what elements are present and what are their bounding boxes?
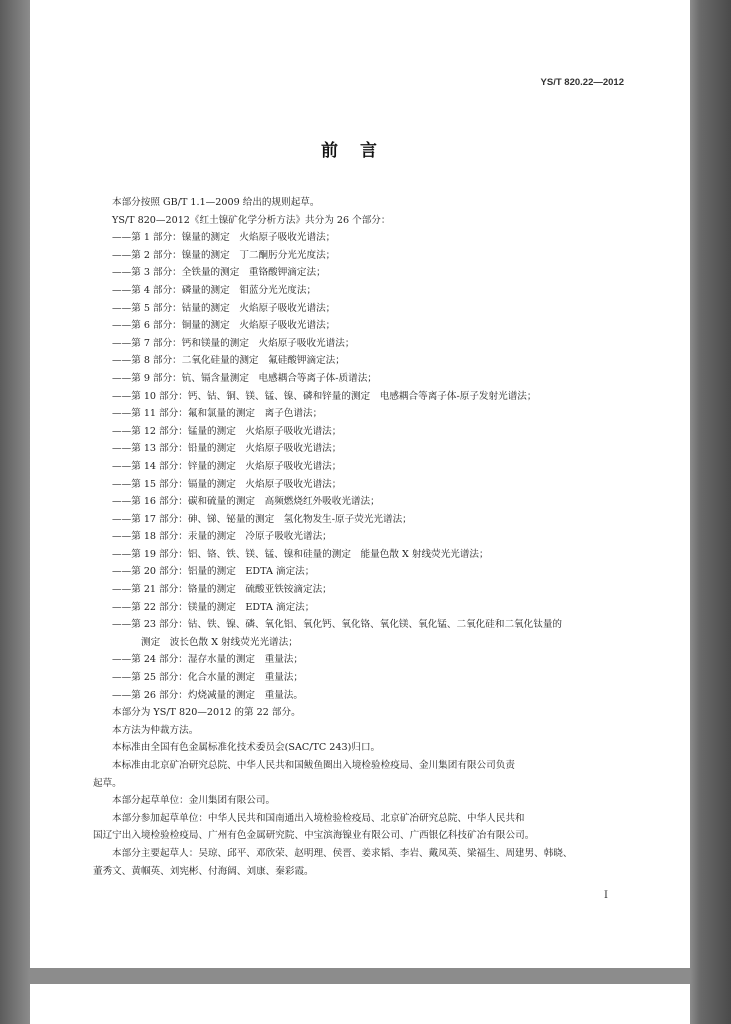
list-item: ——第 18 部分：汞量的测定 冷原子吸收光谱法；: [112, 531, 332, 543]
list-item: ——第 8 部分：二氧化硅量的测定 氟硅酸钾滴定法；: [112, 355, 345, 367]
document-page: [30, 0, 690, 968]
list-item: ——第 12 部分：锰量的测定 火焰原子吸收光谱法；: [112, 425, 342, 437]
list-item: ——第 19 部分：铝、铬、铁、镁、锰、镍和硅量的测定 能量色散 X 射线荧光光谱法；: [112, 548, 489, 560]
list-item: ——第 16 部分：碳和硫量的测定 高频燃烧红外吸收光谱法；: [112, 496, 380, 508]
paragraph: 本方法为仲裁方法。: [112, 724, 199, 736]
list-item: ——第 15 部分：镉量的测定 火焰原子吸收光谱法；: [112, 478, 342, 490]
paragraph: 本标准由全国有色金属标准化技术委员会(SAC/TC 243)归口。: [112, 742, 381, 754]
paragraph: 本部分主要起草人：吴琼、邱平、邓欣荣、赵明理、侯晋、姜求韬、李岩、戴凤英、梁福生、周建男、韩晓、: [112, 847, 573, 859]
list-item: ——第 9 部分：钪、镉含量测定 电感耦合等离子体-质谱法；: [112, 372, 377, 384]
list-item: ——第 26 部分：灼烧减量的测定 重量法。: [112, 689, 303, 701]
paragraph: 本部分起草单位：金川集团有限公司。: [112, 795, 276, 807]
list-item: ——第 25 部分：化合水量的测定 重量法；: [112, 672, 303, 684]
list-item: ——第 11 部分：氟和氯量的测定 离子色谱法；: [112, 408, 323, 420]
page-title: 前言: [321, 141, 399, 161]
list-item: ——第 3 部分：全铁量的测定 重铬酸钾滴定法；: [112, 267, 326, 279]
page-number: I: [604, 890, 608, 901]
next-page: [30, 984, 690, 1024]
list-item: ——第 17 部分：砷、锑、铋量的测定 氢化物发生-原子荧光光谱法；: [112, 513, 412, 525]
list-item: ——第 21 部分：铬量的测定 硫酸亚铁铵滴定法；: [112, 584, 332, 596]
list-item: ——第 5 部分：钴量的测定 火焰原子吸收光谱法；: [112, 302, 336, 314]
list-item: ——第 6 部分：铜量的测定 火焰原子吸收光谱法；: [112, 320, 336, 332]
list-item: ——第 14 部分：锌量的测定 火焰原子吸收光谱法；: [112, 460, 342, 472]
list-item: ——第 13 部分：铅量的测定 火焰原子吸收光谱法；: [112, 443, 342, 455]
list-item: ——第 7 部分：钙和镁量的测定 火焰原子吸收光谱法；: [112, 337, 355, 349]
paragraph-continuation: 国辽宁出入境检验检疫局、广州有色金属研究院、中宝滨海镍业有限公司、广西银亿科技矿冶有限公司。: [93, 830, 535, 842]
paragraph: 本部分参加起草单位：中华人民共和国南通出入境检验检疫局、北京矿冶研究总院、中华人民共和: [112, 812, 525, 824]
list-item: ——第 2 部分：镍量的测定 丁二酮肟分光光度法；: [112, 249, 336, 261]
paragraph: 本部分按照 GB/T 1.1—2009 给出的规则起草。: [112, 197, 320, 208]
list-item: ——第 10 部分：钙、钴、铜、镁、锰、镍、磷和锌量的测定 电感耦合等离子体-原子发射光谱法；: [112, 390, 537, 402]
paragraph-continuation: 董秀文、黄帼英、刘宪彬、付海阔、刘康、秦彩霞。: [93, 865, 314, 877]
list-item-continuation: 测定 波长色散 X 射线荧光光谱法；: [141, 636, 298, 648]
list-item: ——第 23 部分：钴、铁、镍、磷、氧化铝、氧化钙、氧化铬、氧化镁、氧化锰、二氧化硅和二氧化钛量的: [112, 619, 563, 631]
list-item: ——第 1 部分：镍量的测定 火焰原子吸收光谱法；: [112, 232, 336, 244]
list-item: ——第 20 部分：铝量的测定 EDTA 滴定法；: [112, 566, 315, 578]
paragraph-continuation: 起草。: [93, 777, 122, 789]
paragraph: 本部分为 YS/T 820—2012 的第 22 部分。: [112, 707, 301, 719]
document-body: [93, 194, 635, 880]
paragraph: 本标准由北京矿冶研究总院、中华人民共和国鲅鱼圈出入境检验检疫局、金川集团有限公司负责: [112, 760, 515, 771]
paragraph: YS/T 820—2012《红土镍矿化学分析方法》共分为 26 个部分：: [112, 214, 391, 226]
list-item: ——第 24 部分：湿存水量的测定 重量法；: [112, 654, 303, 666]
standard-code: YS/T 820.22—2012: [540, 77, 624, 88]
list-item: ——第 4 部分：磷量的测定 钼蓝分光光度法；: [112, 284, 317, 296]
list-item: ——第 22 部分：镁量的测定 EDTA 滴定法；: [112, 601, 315, 613]
